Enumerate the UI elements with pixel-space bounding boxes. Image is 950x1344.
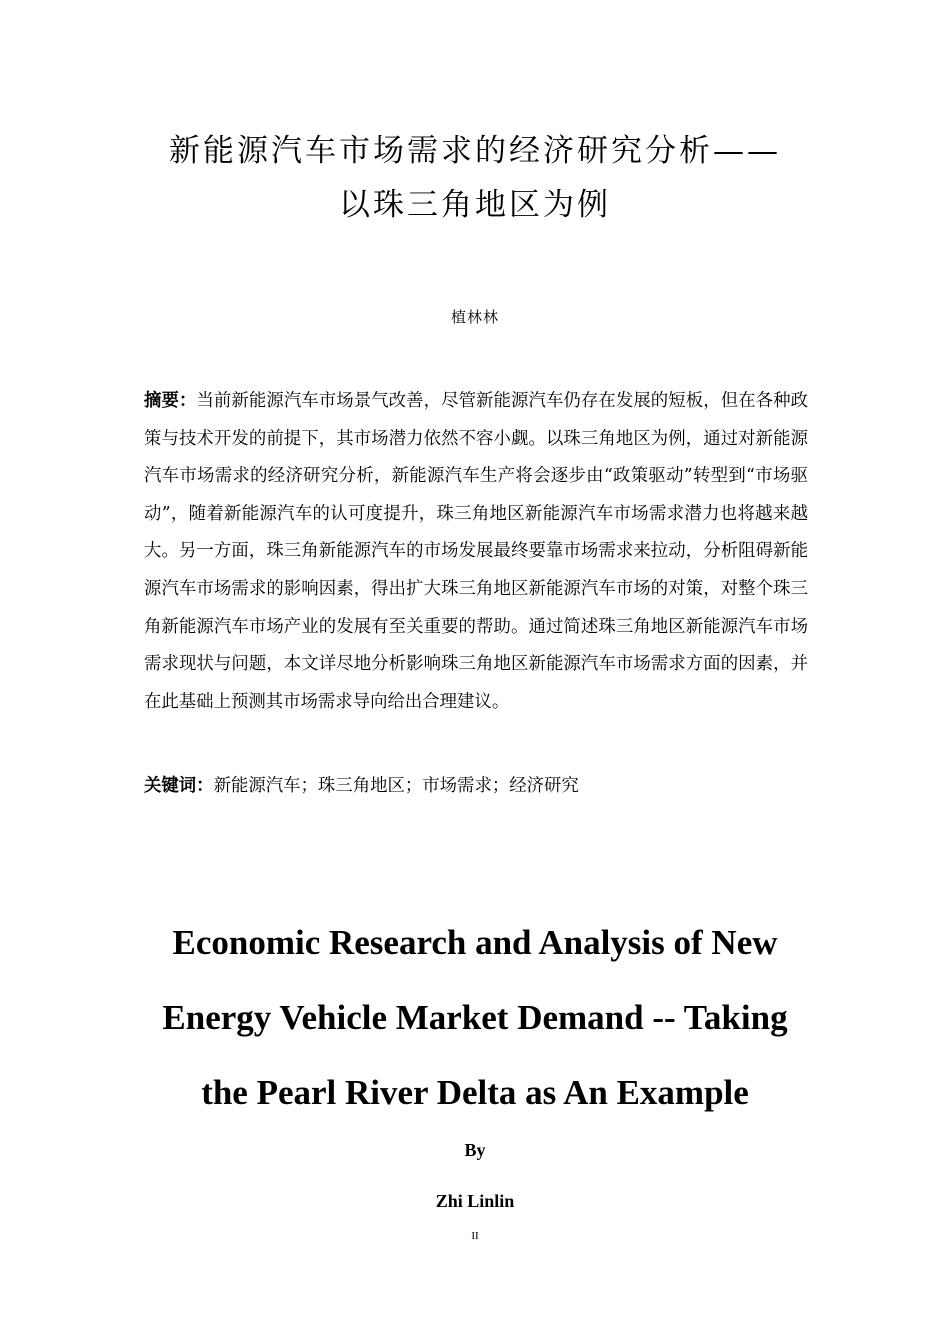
english-by-label: By bbox=[464, 1140, 486, 1160]
keywords-label: 关键词： bbox=[144, 776, 214, 796]
chinese-title bbox=[100, 124, 850, 232]
english-title-line-3: the Pearl River Delta as An Example bbox=[201, 1073, 749, 1112]
chinese-title-line-2: 以珠三角地区为例 bbox=[339, 187, 611, 223]
chinese-abstract bbox=[144, 383, 808, 721]
abstract-label: 摘要： bbox=[144, 391, 197, 411]
chinese-author: 植林林 bbox=[450, 308, 499, 326]
chinese-title-line-1: 新能源汽车市场需求的经济研究分析—— bbox=[169, 133, 781, 169]
english-title-line-1: Economic Research and Analysis of New bbox=[172, 923, 778, 962]
english-title-line-2: Energy Vehicle Market Demand -- Taking bbox=[162, 998, 788, 1037]
english-title bbox=[100, 905, 850, 1130]
english-author: Zhi Linlin bbox=[435, 1191, 515, 1211]
abstract-text: 当前新能源汽车市场景气改善，尽管新能源汽车仍存在发展的短板，但在各种政策与技术开发的前提下，其市场潜力依然不容小觑。以珠三角地区为例，通过对新能源汽车市场需求的经济研究分析，新能源汽车生产将会逐步由“政策驱动”转型到“市场驱动”，随着新能源汽车的认可度提升，珠三角地区新能源汽车市场需求潜力也将越来越大。另一方面，珠三角新能源汽车的市场发展最终要靠市场需求来拉动，分析阻碍新能源汽车市场需求的影响因素，得出扩大珠三角地区新能源汽车市场的对策，对整个珠三角新能源汽车市场产业的发展有至关重要的帮助。通过简述珠三角地区新能源汽车市场需求现状与问题，本文详尽地分析影响珠三角地区新能源汽车市场需求方面的因素，并在此基础上预测其市场需求导向给出合理建议。 bbox=[144, 391, 808, 712]
chinese-keywords bbox=[144, 771, 808, 801]
keywords-text: 新能源汽车；珠三角地区；市场需求；经济研究 bbox=[213, 776, 579, 796]
page-number: II bbox=[471, 1230, 479, 1242]
